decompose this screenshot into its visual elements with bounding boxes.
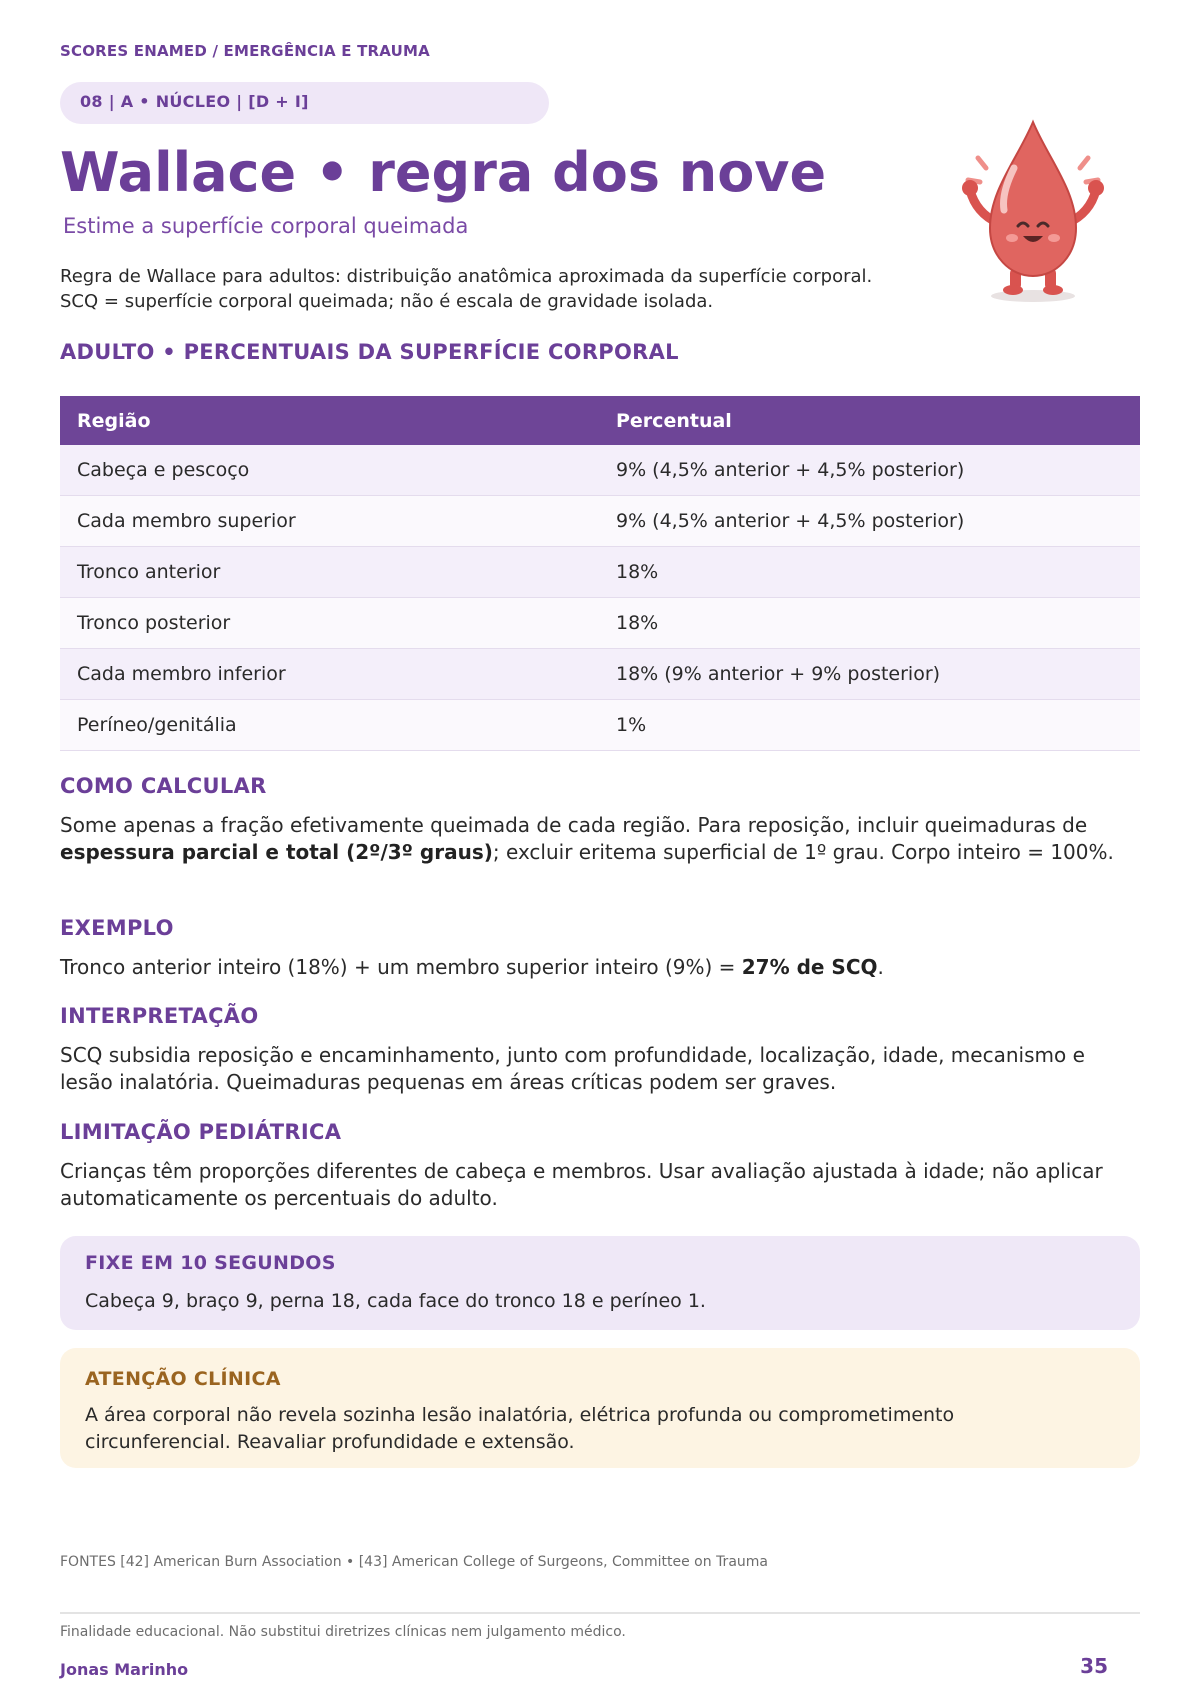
disclaimer: Finalidade educacional. Não substitui diretrizes clínicas nem julgamento médico. [60,1624,626,1640]
interpretacao-text: SCQ subsidia reposição e encaminhamento, junto com profundidade, localização, idade, mecanismo e lesão inalatória. Queimaduras pequenas em áreas críticas podem ser graves. [60,1043,1085,1094]
surface-area-table [60,396,1140,751]
exemplo-text-b: . [877,955,884,979]
cell-percent: 18% (9% anterior + 9% posterior) [599,649,1140,700]
breadcrumb: SCORES ENAMED / EMERGÊNCIA E TRAUMA [60,42,430,60]
intro-line-2: SCQ = superfície corporal queimada; não é escala de gravidade isolada. [60,291,714,312]
page-title: Wallace • regra dos nove [60,141,827,204]
footer-divider [60,1612,1140,1614]
atencao-text [85,1402,1105,1456]
cell-region: Cada membro inferior [60,649,599,700]
como-calcular-text [60,812,1140,866]
table-heading: ADULTO • PERCENTUAIS DA SUPERFÍCIE CORPORAL [60,340,679,364]
fixe-box [60,1236,1140,1330]
cell-region: Cabeça e pescoço [60,445,599,496]
exemplo-text-a: Tronco anterior inteiro (18%) + um membro superior inteiro (9%) = [60,955,742,979]
atencao-heading: ATENÇÃO CLÍNICA [85,1368,281,1390]
fixe-text: Cabeça 9, braço 9, perna 18, cada face do tronco 18 e períneo 1. [85,1290,706,1312]
como-calcular-text-a: Some apenas a fração efetivamente queimada de cada região. Para reposição, incluir queimaduras de [60,813,1088,837]
limitacao-heading: LIMITAÇÃO PEDIÁTRICA [60,1120,342,1144]
atencao-line-2: circunferencial. Reavaliar profundidade e extensão. [85,1431,575,1453]
page [60,0,1140,1696]
section-tag [60,82,549,124]
exemplo-heading: EXEMPLO [60,916,174,940]
table-row [60,598,1140,649]
table-row [60,547,1140,598]
intro-text [60,264,940,314]
intro-line-1: Regra de Wallace para adultos: distribuição anatômica aproximada da superfície corporal. [60,266,873,287]
atencao-line-1: A área corporal não revela sozinha lesão inalatória, elétrica profunda ou comprometimento [85,1404,955,1426]
cell-percent: 1% [599,700,1140,751]
table-row [60,700,1140,751]
page-subtitle: Estime a superfície corporal queimada [63,214,469,238]
limitacao-text: Crianças têm proporções diferentes de cabeça e membros. Usar avaliação ajustada à idade; não aplicar automaticamente os percentuais do adulto. [60,1159,1103,1210]
column-header-percent: Percentual [599,396,1140,445]
exemplo-text-bold: 27% de SCQ [741,955,878,979]
page-number: 35 [1080,1654,1108,1678]
table-row [60,445,1140,496]
cell-region: Cada membro superior [60,496,599,547]
exemplo-text [60,954,1140,981]
column-header-region: Região [60,396,599,445]
table-header-row [60,396,1140,445]
author: Jonas Marinho [60,1660,189,1679]
fixe-heading: FIXE EM 10 SEGUNDOS [85,1252,336,1274]
como-calcular-heading: COMO CALCULAR [60,774,267,798]
atencao-box [60,1348,1140,1468]
section-tag-label: 08 | A • NÚCLEO | [D + I] [80,92,309,111]
cell-percent: 9% (4,5% anterior + 4,5% posterior) [599,445,1140,496]
sources: FONTES [42] American Burn Association • [43] American College of Surgeons, Committee on Trauma [60,1554,768,1570]
cell-percent: 18% [599,547,1140,598]
cell-percent: 9% (4,5% anterior + 4,5% posterior) [599,496,1140,547]
como-calcular-text-bold: espessura parcial e total (2º/3º graus) [60,840,493,864]
cell-region: Tronco posterior [60,598,599,649]
cell-region: Períneo/genitália [60,700,599,751]
table-row [60,649,1140,700]
blood-drop-mascot-icon [948,118,1118,308]
cell-percent: 18% [599,598,1140,649]
cell-region: Tronco anterior [60,547,599,598]
interpretacao-heading: INTERPRETAÇÃO [60,1004,259,1028]
como-calcular-text-b: ; excluir eritema superficial de 1º grau. Corpo inteiro = 100%. [492,840,1114,864]
table-row [60,496,1140,547]
